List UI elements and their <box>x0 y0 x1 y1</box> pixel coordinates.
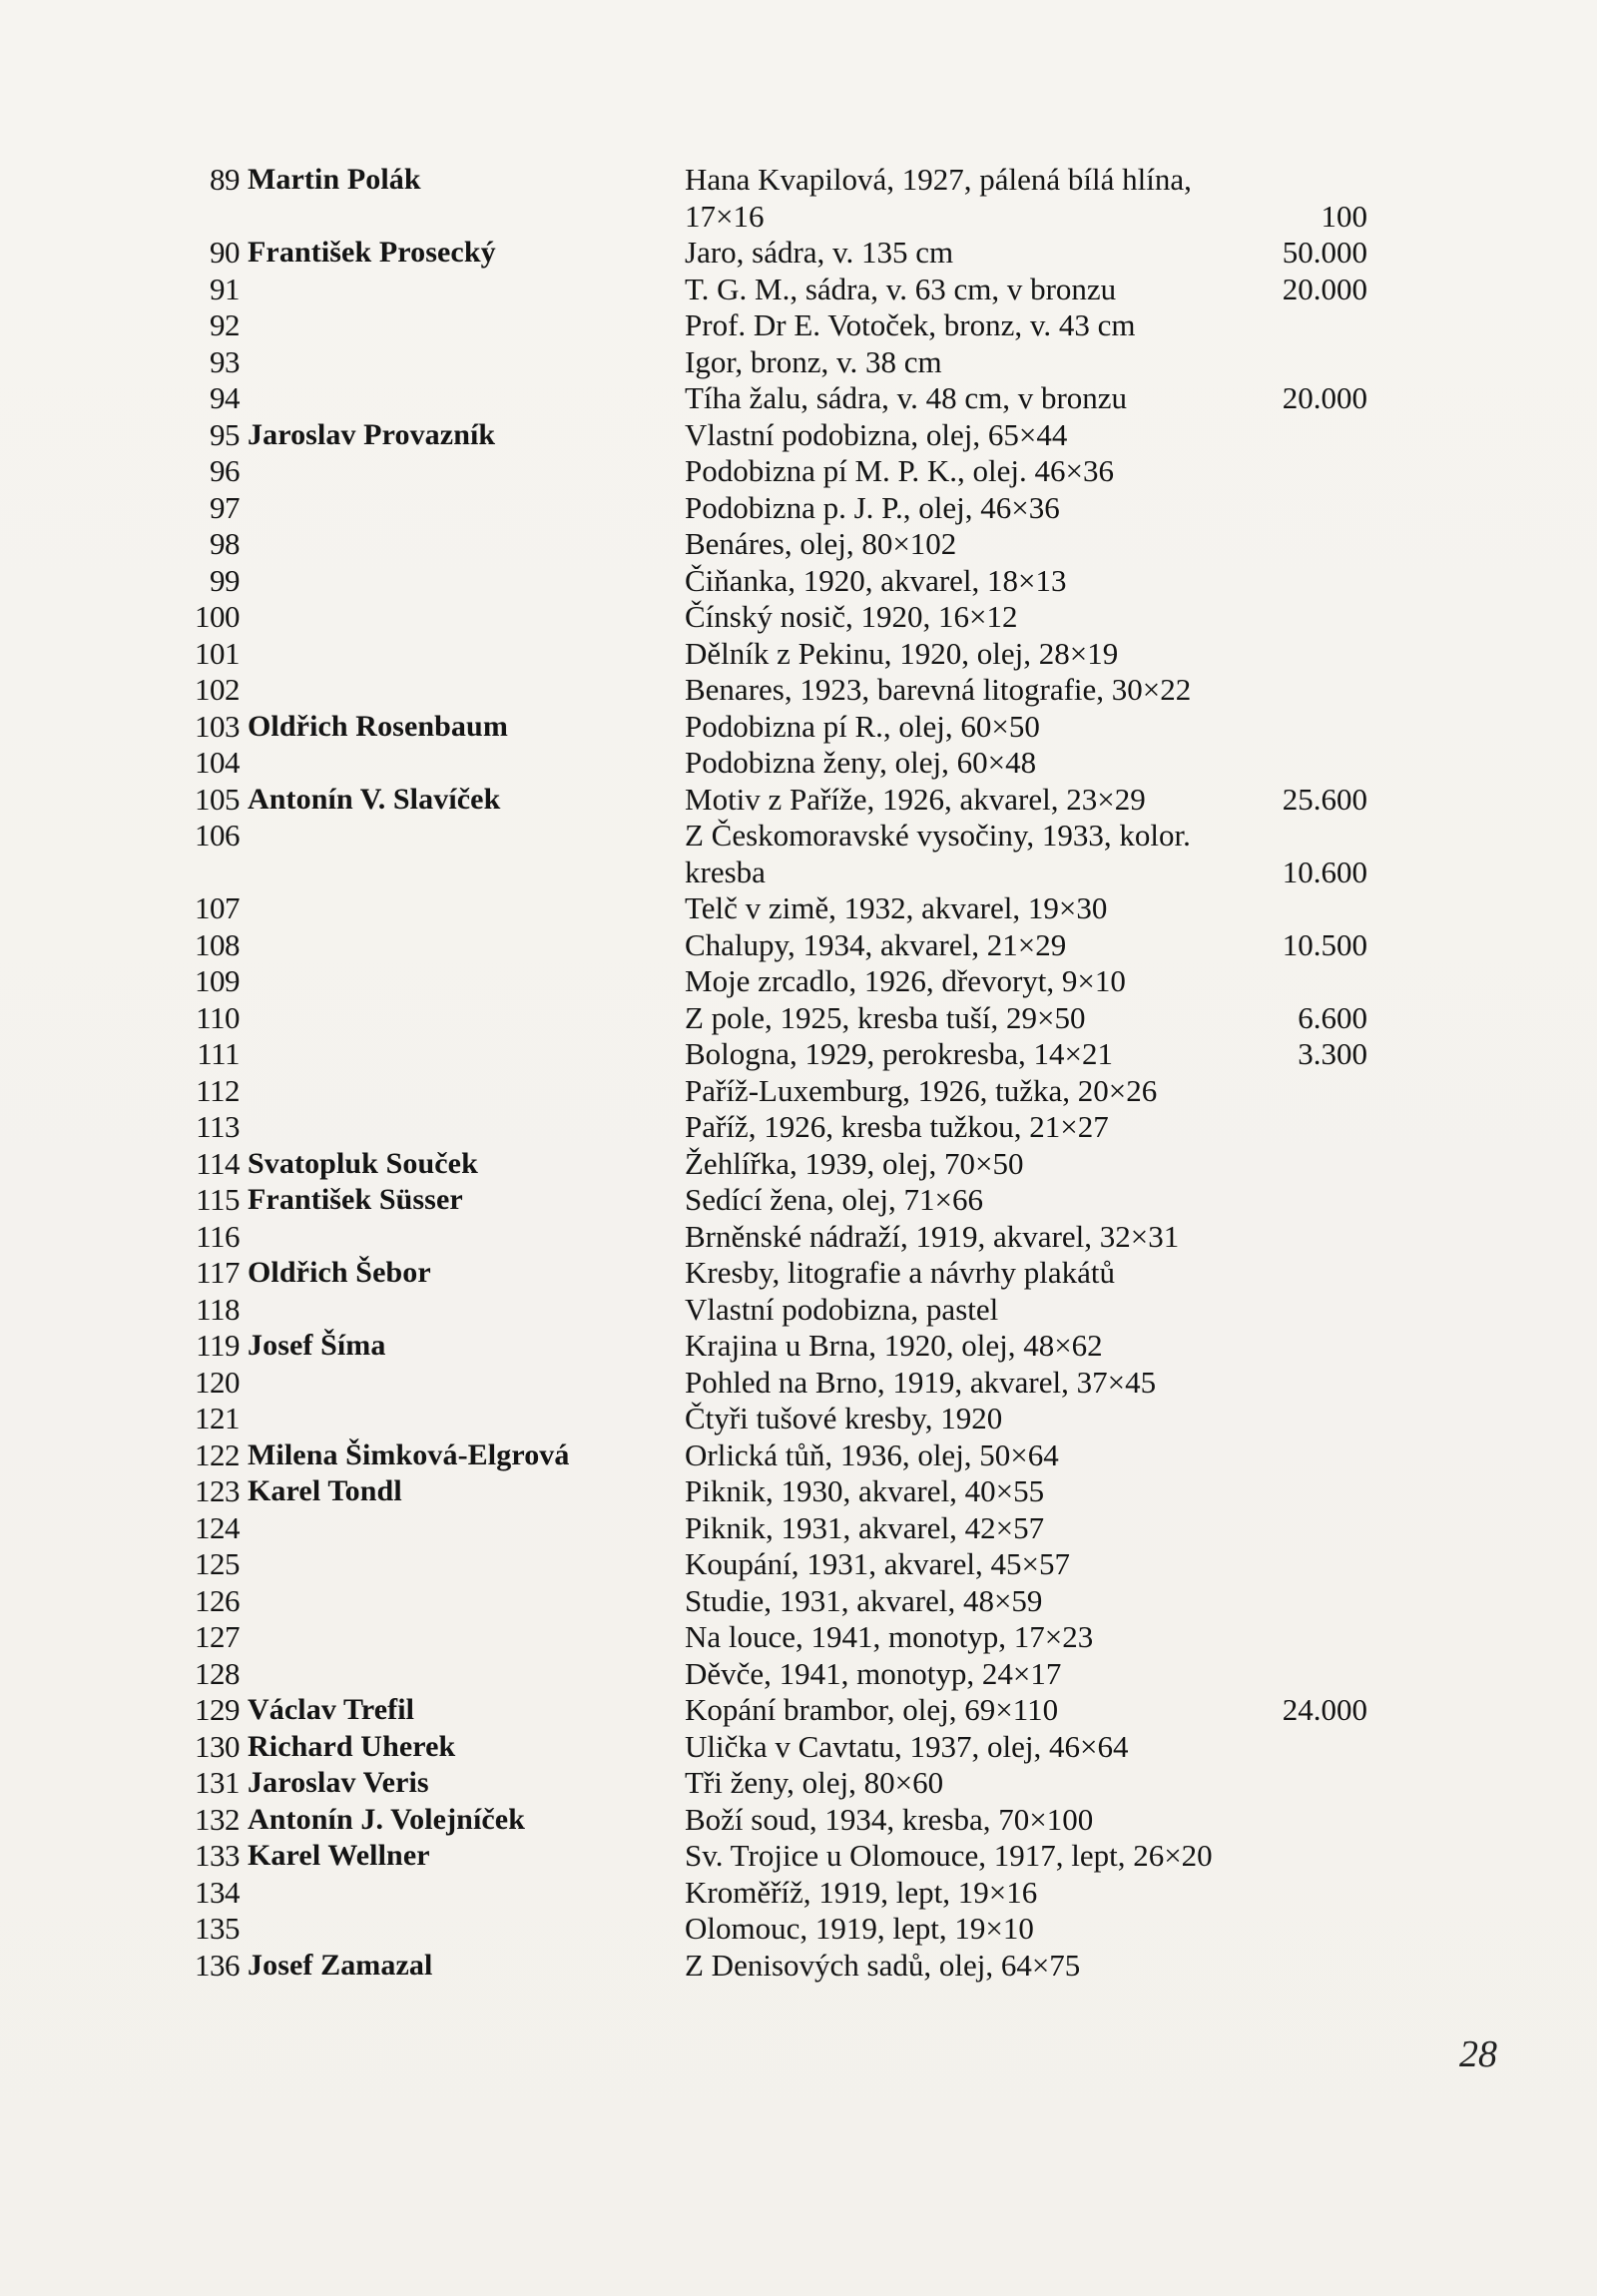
entry-number: 136 <box>195 1947 240 1983</box>
catalog-entry <box>0 490 1597 527</box>
catalog-entry <box>0 1729 1597 1766</box>
catalog-entry <box>0 1875 1597 1912</box>
artist-name: Václav Trefil <box>248 1693 415 1726</box>
artist-name: Josef Zamazal <box>248 1948 433 1982</box>
catalog-entry <box>0 1328 1597 1365</box>
work-description: Olomouc, 1919, lept, 19×10 <box>685 1911 1034 1946</box>
artist-name: Oldřich Šebor <box>248 1256 431 1289</box>
catalog-entry <box>0 1365 1597 1402</box>
catalog-entry <box>0 1292 1597 1329</box>
work-description: Benáres, olej, 80×102 <box>685 526 957 561</box>
work-description: Piknik, 1931, akvarel, 42×57 <box>685 1509 1045 1545</box>
work-price: 3.300 <box>1298 1036 1367 1071</box>
work-description: Podobizna pí R., olej, 60×50 <box>685 708 1040 744</box>
page-number: 28 <box>1459 2033 1497 2075</box>
catalog-entry <box>0 162 1597 199</box>
catalog-entry <box>0 1619 1597 1656</box>
work-price: 50.000 <box>1282 235 1367 270</box>
work-description: Žehlířka, 1939, olej, 70×50 <box>685 1145 1024 1181</box>
artist-name: Milena Šimková-Elgrová <box>248 1437 570 1471</box>
work-description: Prof. Dr E. Votoček, bronz, v. 43 cm <box>685 307 1136 342</box>
work-description: Na louce, 1941, monotyp, 17×23 <box>685 1619 1094 1654</box>
artist-name: Svatopluk Souček <box>248 1146 478 1180</box>
catalog-entry <box>0 1510 1597 1547</box>
catalog-entry <box>0 927 1597 964</box>
work-description: Tíha žalu, sádra, v. 48 cm, v bronzu <box>685 380 1128 415</box>
work-description: Kroměříž, 1919, lept, 19×16 <box>685 1874 1038 1910</box>
catalog-entry <box>0 963 1597 1000</box>
catalog-entry <box>0 1437 1597 1474</box>
catalog-entry <box>0 672 1597 709</box>
catalog-entry <box>0 417 1597 454</box>
work-price: 20.000 <box>1282 380 1367 415</box>
catalog-entry <box>0 890 1597 927</box>
entry-number: 129 <box>195 1692 240 1727</box>
work-price: 10.500 <box>1282 926 1367 962</box>
catalog-entry <box>0 1546 1597 1583</box>
entry-number: 89 <box>210 162 240 197</box>
catalog-entry <box>0 235 1597 272</box>
entry-number: 133 <box>195 1838 240 1873</box>
catalog-entry <box>0 709 1597 746</box>
entry-number: 114 <box>196 1145 240 1181</box>
work-description: Krajina u Brna, 1920, olej, 48×62 <box>685 1328 1103 1363</box>
work-description: Vlastní podobizna, olej, 65×44 <box>685 416 1068 452</box>
artist-name: Karel Tondl <box>248 1474 402 1507</box>
work-description: kresba <box>685 854 766 889</box>
entry-number: 93 <box>210 343 240 379</box>
artist-name: Josef Šíma <box>248 1329 386 1362</box>
work-price: 100 <box>1321 198 1367 234</box>
work-description: Z pole, 1925, kresba tuší, 29×50 <box>685 999 1086 1035</box>
work-description: Podobizna pí M. P. K., olej. 46×36 <box>685 453 1114 488</box>
work-description: Čiňanka, 1920, akvarel, 18×13 <box>685 562 1067 598</box>
catalog-entry <box>0 1255 1597 1292</box>
work-description: 17×16 <box>685 198 765 234</box>
entry-number: 130 <box>195 1728 240 1764</box>
entry-number: 120 <box>195 1364 240 1400</box>
entry-number: 97 <box>210 489 240 525</box>
entry-number: 113 <box>196 1109 240 1144</box>
work-description: Podobizna p. J. P., olej, 46×36 <box>685 489 1060 525</box>
catalog-entry <box>0 526 1597 563</box>
catalog-entry <box>0 1838 1597 1875</box>
entry-number: 105 <box>195 781 240 817</box>
entry-number: 111 <box>197 1036 240 1071</box>
entry-number: 134 <box>195 1874 240 1910</box>
entry-number: 116 <box>196 1218 240 1254</box>
work-description: Hana Kvapilová, 1927, pálená bílá hlína, <box>685 162 1192 197</box>
work-price: 24.000 <box>1282 1692 1367 1727</box>
catalog-entry <box>0 380 1597 417</box>
catalog-entry <box>0 344 1597 381</box>
entry-number: 112 <box>196 1072 240 1108</box>
artist-name: Antonín V. Slavíček <box>248 782 501 816</box>
work-description: Telč v zimě, 1932, akvarel, 19×30 <box>685 890 1108 925</box>
entry-number: 119 <box>196 1328 240 1363</box>
entry-number: 115 <box>196 1182 240 1217</box>
catalog-entry <box>0 1000 1597 1037</box>
artist-name: Karel Wellner <box>248 1839 430 1872</box>
entry-number: 128 <box>195 1655 240 1691</box>
work-description: Vlastní podobizna, pastel <box>685 1291 999 1327</box>
catalog-entry <box>0 453 1597 490</box>
work-description: Čtyři tušové kresby, 1920 <box>685 1401 1003 1435</box>
catalog-entry <box>0 307 1597 344</box>
work-description: Moje zrcadlo, 1926, dřevoryt, 9×10 <box>685 963 1126 998</box>
work-price: 25.600 <box>1282 781 1367 817</box>
catalog-entry <box>0 1765 1597 1802</box>
catalog-entry <box>0 855 1597 891</box>
work-description: Bologna, 1929, perokresba, 14×21 <box>685 1036 1114 1071</box>
entry-number: 100 <box>195 599 240 634</box>
entry-number: 124 <box>195 1509 240 1545</box>
work-description: Dělník z Pekinu, 1920, olej, 28×19 <box>685 635 1119 671</box>
work-description: Sedící žena, olej, 71×66 <box>685 1182 983 1217</box>
catalog-entry <box>0 818 1597 855</box>
catalog-entry <box>0 1401 1597 1437</box>
work-description: Tři ženy, olej, 80×60 <box>685 1765 944 1800</box>
work-description: Ulička v Cavtatu, 1937, olej, 46×64 <box>685 1728 1129 1764</box>
work-description: Studie, 1931, akvarel, 48×59 <box>685 1582 1043 1618</box>
work-description: Kopání brambor, olej, 69×110 <box>685 1692 1059 1727</box>
entry-number: 123 <box>195 1473 240 1508</box>
work-description: Piknik, 1930, akvarel, 40×55 <box>685 1473 1045 1508</box>
entry-number: 91 <box>210 271 240 306</box>
work-description: Z Denisových sadů, olej, 64×75 <box>685 1947 1081 1983</box>
catalog-entry <box>0 563 1597 600</box>
entry-number: 102 <box>195 672 240 707</box>
entry-number: 107 <box>195 890 240 925</box>
entry-number: 110 <box>196 999 240 1035</box>
entry-number: 121 <box>195 1401 240 1435</box>
work-description: Boží soud, 1934, kresba, 70×100 <box>685 1801 1094 1837</box>
catalog-entry <box>0 1911 1597 1948</box>
work-description: Paříž-Luxemburg, 1926, tužka, 20×26 <box>685 1072 1158 1108</box>
entry-number: 106 <box>195 818 240 853</box>
catalog-entry <box>0 1692 1597 1729</box>
work-price: 6.600 <box>1298 999 1367 1035</box>
entry-number: 135 <box>195 1911 240 1946</box>
catalog-entry <box>0 1656 1597 1693</box>
work-description: Čínský nosič, 1920, 16×12 <box>685 599 1018 634</box>
artist-name: František Prosecký <box>248 236 496 269</box>
catalog-entry <box>0 1473 1597 1510</box>
entry-number: 117 <box>196 1255 240 1290</box>
catalog-entry <box>0 1073 1597 1110</box>
work-description: Koupání, 1931, akvarel, 45×57 <box>685 1546 1070 1581</box>
entry-number: 126 <box>195 1582 240 1618</box>
catalog-entry <box>0 272 1597 308</box>
entry-number: 101 <box>195 635 240 671</box>
catalog-entry <box>0 199 1597 236</box>
catalog-entry <box>0 1583 1597 1620</box>
entry-number: 118 <box>196 1291 240 1327</box>
work-description: Brněnské nádraží, 1919, akvarel, 32×31 <box>685 1218 1180 1254</box>
entry-number: 131 <box>195 1765 240 1800</box>
catalog-entry <box>0 1219 1597 1256</box>
catalog-entry <box>0 745 1597 782</box>
entry-number: 98 <box>210 526 240 561</box>
catalog-entry <box>0 782 1597 819</box>
entry-number: 122 <box>195 1436 240 1472</box>
catalog-list <box>0 162 1597 1984</box>
work-description: Benares, 1923, barevná litografie, 30×22 <box>685 672 1192 707</box>
work-description: Motiv z Paříže, 1926, akvarel, 23×29 <box>685 781 1146 817</box>
artist-name: František Süsser <box>248 1183 463 1216</box>
catalog-entry <box>0 636 1597 673</box>
entry-number: 103 <box>195 708 240 744</box>
work-description: Pohled na Brno, 1919, akvarel, 37×45 <box>685 1364 1157 1400</box>
work-description: Z Českomoravské vysočiny, 1933, kolor. <box>685 818 1191 853</box>
work-price: 10.600 <box>1282 854 1367 889</box>
catalog-entry <box>0 1182 1597 1219</box>
entry-number: 95 <box>210 416 240 452</box>
entry-number: 94 <box>210 380 240 415</box>
entry-number: 104 <box>195 745 240 780</box>
work-description: Igor, bronz, v. 38 cm <box>685 343 942 379</box>
artist-name: Oldřich Rosenbaum <box>248 709 508 743</box>
work-description: T. G. M., sádra, v. 63 cm, v bronzu <box>685 271 1117 306</box>
entry-number: 109 <box>195 963 240 998</box>
work-description: Orlická tůň, 1936, olej, 50×64 <box>685 1436 1059 1472</box>
work-description: Děvče, 1941, monotyp, 24×17 <box>685 1655 1062 1691</box>
work-price: 20.000 <box>1282 271 1367 306</box>
entry-number: 96 <box>210 453 240 488</box>
work-description: Podobizna ženy, olej, 60×48 <box>685 745 1037 780</box>
catalog-entry <box>0 1036 1597 1073</box>
work-description: Chalupy, 1934, akvarel, 21×29 <box>685 926 1067 962</box>
entry-number: 125 <box>195 1546 240 1581</box>
work-description: Kresby, litografie a návrhy plakátů <box>685 1255 1115 1290</box>
artist-name: Antonín J. Volejníček <box>248 1802 525 1836</box>
catalog-entry <box>0 1109 1597 1146</box>
work-description: Jaro, sádra, v. 135 cm <box>685 235 954 270</box>
work-description: Paříž, 1926, kresba tužkou, 21×27 <box>685 1109 1109 1144</box>
work-description: Sv. Trojice u Olomouce, 1917, lept, 26×20 <box>685 1838 1213 1873</box>
entry-number: 99 <box>210 562 240 598</box>
entry-number: 127 <box>195 1619 240 1654</box>
entry-number: 92 <box>210 307 240 342</box>
artist-name: Jaroslav Provazník <box>248 417 496 451</box>
artist-name: Jaroslav Veris <box>248 1766 429 1799</box>
catalog-entry <box>0 1146 1597 1183</box>
catalog-entry <box>0 1802 1597 1839</box>
catalog-entry <box>0 599 1597 636</box>
entry-number: 108 <box>195 926 240 962</box>
entry-number: 90 <box>210 235 240 270</box>
artist-name: Martin Polák <box>248 163 421 196</box>
artist-name: Richard Uherek <box>248 1729 456 1763</box>
entry-number: 132 <box>195 1801 240 1837</box>
catalog-entry <box>0 1948 1597 1985</box>
